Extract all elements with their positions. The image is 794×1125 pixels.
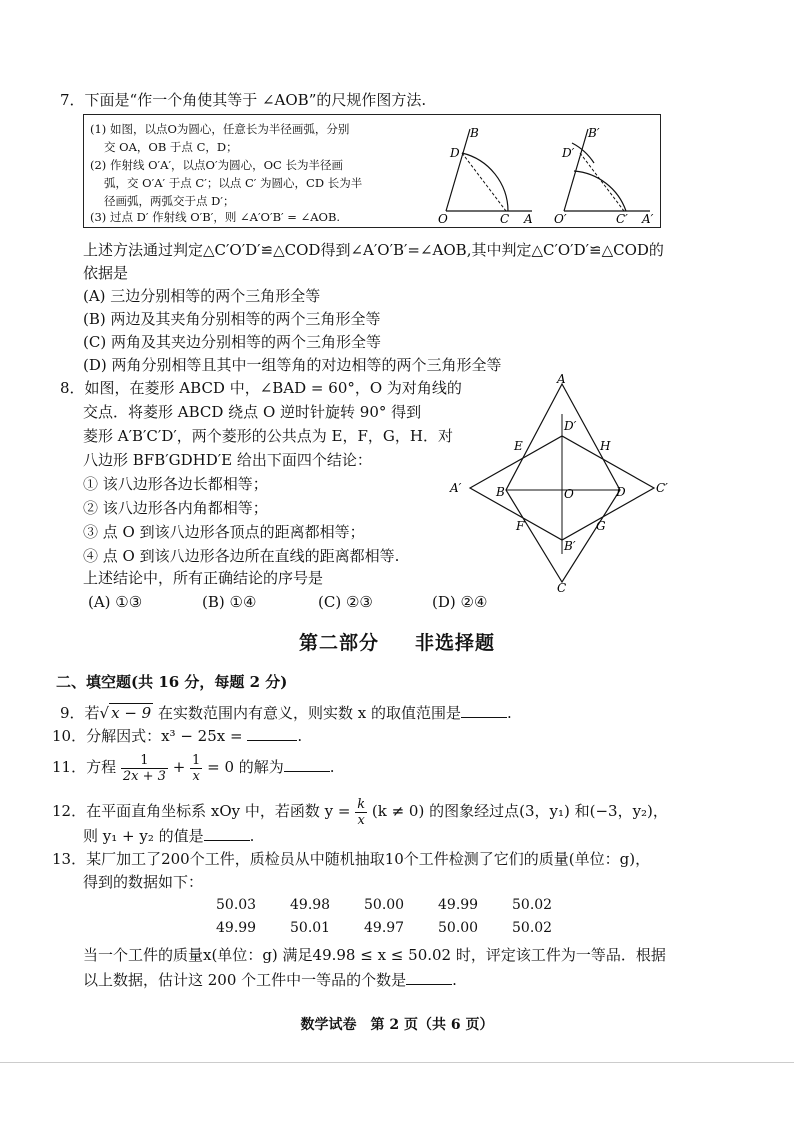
q8-option-d: (D) ②④ — [432, 593, 488, 611]
q9-post: 在实数范围内有意义，则实数 x 的取值范围是 — [153, 704, 461, 722]
q7-option-b: (B) 两边及其夹角分别相等的两个三角形全等 — [83, 310, 381, 328]
q7-right-label-c: C′ — [616, 212, 628, 225]
q11 — [52, 750, 335, 784]
q8-conclusion-3: ③ 点 O 到该八边形各顶点的距离都相等； — [83, 523, 365, 541]
q7-left-label-d: D — [450, 146, 460, 160]
q13-cell: 50.01 — [290, 920, 331, 936]
q11-end: . — [329, 758, 335, 776]
q12-pre: 12．在平面直角坐标系 xOy 中，若函数 y = — [52, 802, 351, 820]
q13-cell: 49.99 — [216, 920, 257, 936]
q8-label-e: E — [514, 439, 523, 453]
q8-conclusion-1: ① 该八边形各边长都相等； — [83, 475, 268, 493]
page-divider — [0, 1062, 794, 1063]
q8-label-c: C — [557, 581, 567, 594]
table-row — [216, 896, 586, 914]
q8-label-a: A — [557, 374, 566, 386]
q8-line-4: 八边形 BFB′GDHD′E 给出下面四个结论： — [83, 451, 372, 469]
q9-radicand: x − 9 — [111, 704, 152, 722]
q10 — [52, 726, 302, 746]
q11-num-1: 1 — [121, 753, 168, 769]
q8-conclusion-2: ② 该八边形各内角都相等； — [83, 499, 268, 517]
q12-den: x — [357, 812, 365, 828]
q8-conclusion-4: ④ 点 O 到该八边形各边所在直线的距离都相等. — [83, 547, 400, 565]
q13-line-3: 当一个工件的质量x(单位：g) 满足49.98 ≤ x ≤ 50.02 时，评定该工件为一等品．根据 — [83, 946, 666, 964]
q13-cell: 50.03 — [216, 897, 257, 913]
section2-heading: 二、填空题(共 16 分，每题 2 分) — [56, 673, 288, 691]
q11-plus: + — [172, 758, 186, 776]
q10-end: . — [297, 727, 303, 745]
q7-left-label-a: A — [524, 212, 533, 225]
table-row — [216, 914, 586, 937]
q8-line-2: 交点．将菱形 ABCD 绕点 O 逆时针旋转 90° 得到 — [83, 403, 422, 421]
q11-den-2: x — [192, 768, 200, 784]
q12-line2-text: 则 y₁ + y₂ 的值是 — [83, 827, 204, 845]
q8-label-h: H — [600, 439, 611, 453]
q10-answer-blank[interactable] — [247, 726, 297, 741]
q9-end: . — [507, 704, 512, 722]
q7-right-label-o: O′ — [554, 212, 567, 225]
q11-fraction-2 — [190, 753, 202, 784]
q12-post: (k ≠ 0) 的图象经过点(3，y₁) 和(−3，y₂)， — [371, 802, 668, 820]
q13-answer-blank[interactable] — [406, 970, 452, 985]
q12-line-2 — [83, 826, 254, 846]
q13-cell: 50.02 — [512, 920, 553, 936]
q7-after-2: 依据是 — [83, 264, 129, 282]
q11-answer-blank[interactable] — [284, 757, 330, 772]
q7-step-1a: (1) 如图，以点O为圆心，任意长为半径画弧，分别 — [90, 122, 350, 136]
q13-line-2: 得到的数据如下： — [83, 873, 204, 891]
q9-answer-blank[interactable] — [461, 703, 507, 718]
q13-data-table — [216, 896, 586, 937]
q13-line4-text: 以上数据，估计这 200 个工件中一等品的个数是 — [83, 971, 407, 989]
q11-pre: 11．方程 — [52, 758, 117, 776]
q8-label-f: F — [516, 519, 525, 533]
q9 — [60, 703, 512, 723]
part2-title — [0, 628, 794, 655]
q8-option-c: (C) ②③ — [318, 593, 373, 611]
page-footer: 数学试卷 第 2 页（共 6 页） — [300, 1017, 494, 1033]
q13-cell: 49.99 — [438, 897, 479, 913]
q13-line-4 — [83, 970, 457, 990]
q12-end: . — [249, 827, 255, 845]
q7-left-label-b: B — [470, 126, 479, 140]
q13-line-1: 13．某厂加工了200个工件，质检员从中随机抽取10个工件检测了它们的质量(单位：g)， — [52, 850, 651, 868]
q13-cell: 49.98 — [290, 897, 331, 913]
q13-cell: 50.00 — [364, 897, 405, 913]
q8-label-dprime: D′ — [564, 419, 577, 433]
q12-num: k — [357, 796, 366, 812]
q8-label-aprime: A′ — [450, 481, 462, 495]
q7-right-label-a: A′ — [642, 212, 654, 225]
part2-title-left: 第二部分 — [298, 632, 379, 654]
q7-step-2b: 弧，交 O′A′ 于点 C′；以点 C′ 为圆心，CD 长为半 — [104, 176, 363, 190]
q12-line-1 — [52, 794, 668, 828]
q7-left-label-c: C — [500, 212, 510, 225]
q7-stem: 7．下面是“作一个角使其等于 ∠AOB”的尺规作图方法. — [60, 91, 427, 109]
q8-option-a: (A) ①③ — [88, 593, 143, 611]
q9-pre: 9．若 — [60, 704, 100, 722]
q8-rhombus-figure — [440, 374, 690, 594]
q8-label-b: B — [496, 485, 505, 499]
q7-step-2a: (2) 作射线 O′A′，以点O′为圆心，OC 长为半径画 — [90, 158, 343, 172]
q8-label-d: D — [616, 485, 626, 499]
q7-method-box — [83, 114, 661, 228]
q7-step-1b: 交 OA，OB 于点 C，D； — [104, 140, 238, 154]
q7-step-2c: 径画弧，两弧交于点 D′； — [104, 194, 235, 208]
q13-end: . — [452, 971, 457, 989]
q8-label-o: O — [564, 487, 574, 501]
q7-option-d: (D) 两角分别相等且其中一组等角的对边相等的两个三角形全等 — [83, 356, 502, 374]
q11-den-1: 2x + 3 — [122, 768, 166, 784]
q8-question: 上述结论中，所有正确结论的序号是 — [83, 569, 324, 587]
q7-step-3: (3) 过点 D′ 作射线 O′B′，则 ∠A′O′B′ = ∠AOB. — [90, 210, 341, 224]
q8-label-cprime: C′ — [656, 481, 668, 495]
q12-answer-blank[interactable] — [204, 826, 250, 841]
q8-label-bprime: B′ — [564, 539, 576, 553]
q9-sqrt-sign: √ — [99, 704, 110, 722]
q7-figure-right — [552, 119, 662, 225]
q7-left-label-o: O — [438, 212, 448, 225]
q8-label-g: G — [596, 519, 606, 533]
q10-text: 10．分解因式：x³ − 25x = — [52, 727, 243, 745]
q7-right-label-d: D′ — [562, 146, 575, 160]
q7-option-c: (C) 两角及其夹边分别相等的两个三角形全等 — [83, 333, 381, 351]
q8-line-1: 8．如图，在菱形 ABCD 中，∠BAD = 60°，O 为对角线的 — [60, 379, 462, 397]
q11-post: = 0 的解为 — [207, 758, 284, 776]
q12-fraction — [355, 797, 367, 828]
q8-line-3: 菱形 A′B′C′D′，两个菱形的公共点为 E，F，G，H．对 — [83, 427, 453, 445]
q7-figure-left — [434, 119, 544, 225]
q13-cell: 49.97 — [364, 920, 405, 936]
q13-cell: 50.02 — [512, 897, 553, 913]
q8-option-b: (B) ①④ — [202, 593, 257, 611]
q7-right-label-b: B′ — [588, 126, 600, 140]
q7-option-a: (A) 三边分别相等的两个三角形全等 — [83, 287, 321, 305]
part2-title-right: 非选择题 — [415, 632, 496, 654]
q7-after-1: 上述方法通过判定△C′O′D′≌△COD得到∠A′O′B′=∠AOB,其中判定△C′O′D′≌△COD的 — [83, 241, 664, 259]
q13-cell: 50.00 — [438, 920, 479, 936]
q11-fraction-1 — [121, 753, 168, 784]
q11-num-2: 1 — [192, 752, 201, 768]
